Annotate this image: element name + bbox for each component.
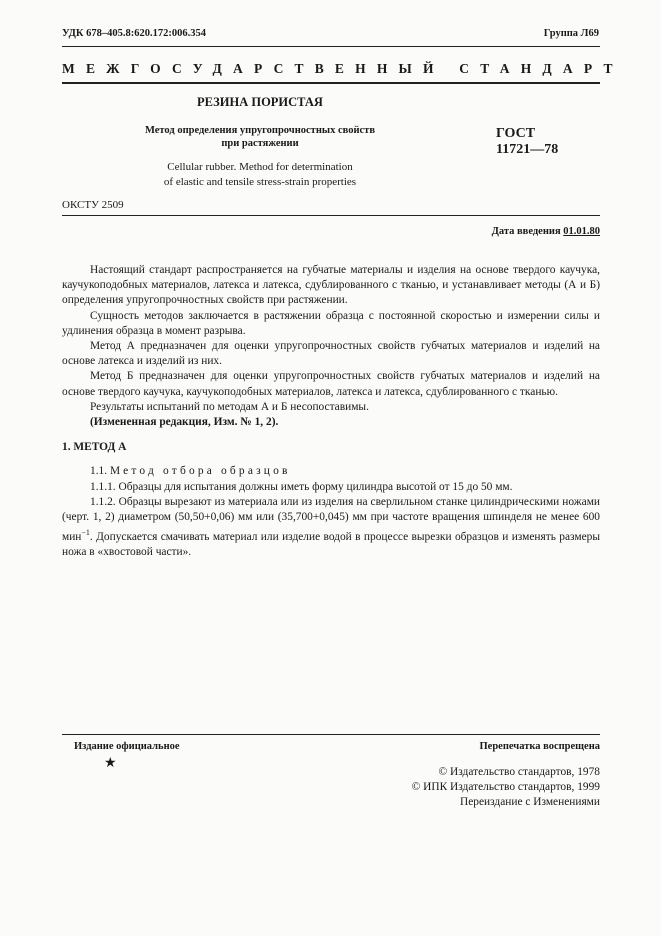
clause-1-1-2-text-cont: . Допускается смачивать материал или изделие водой в процессе вырезки образцов и изменять размеры ножа в «хвостовой части». bbox=[62, 531, 600, 559]
paragraph-essence: Сущность методов заключается в растяжении образца с постоянной скоростью и измерении силы и удлинения образца в момент разрыва. bbox=[62, 309, 600, 337]
section-heading-method-a: 1. МЕТОД А bbox=[62, 441, 127, 454]
paragraph-amendment: (Измененная редакция, Изм. № 1, 2). bbox=[90, 416, 279, 429]
reprint-prohibited: Перепечатка воспрещена bbox=[479, 741, 600, 752]
english-title-line-2: of elastic and tensile stress-strain properties bbox=[163, 176, 357, 188]
clause-1-1-2-superscript: −1 bbox=[81, 528, 90, 538]
standard-type-heading: МЕЖГОСУДАРСТВЕННЫЙ СТАНДАРТ bbox=[62, 61, 624, 76]
official-edition: Издание официальное bbox=[74, 741, 180, 752]
intro-date-value: 01.01.80 bbox=[563, 226, 600, 237]
introduction-date bbox=[492, 226, 600, 237]
footer-rule bbox=[62, 734, 600, 735]
document-subtitle bbox=[130, 124, 390, 150]
english-title-line-1: Cellular rubber. Method for determination bbox=[167, 161, 353, 173]
copyright-block bbox=[412, 765, 600, 811]
title-rule bbox=[62, 215, 600, 216]
english-title bbox=[130, 160, 390, 190]
udc-code: УДК 678–405.8:620.172:006.354 bbox=[62, 28, 206, 39]
subtitle-line-2: при растяжении bbox=[221, 138, 299, 149]
clause-1-1-2 bbox=[62, 495, 600, 561]
intro-date-label: Дата введения bbox=[491, 226, 561, 237]
paragraph-results: Результаты испытаний по методам А и Б несопоставимы. bbox=[90, 400, 369, 413]
copyright-1978: © Издательство стандартов, 1978 bbox=[438, 766, 600, 778]
main-text bbox=[62, 263, 600, 560]
group-code: Группа Л69 bbox=[543, 28, 599, 39]
subsection-title: Метод отбора образцов bbox=[109, 465, 291, 478]
clause-1-1-1: 1.1.1. Образцы для испытания должны иметь форму цилиндра высотой от 15 до 50 мм. bbox=[90, 480, 513, 493]
copyright-1999: © ИПК Издательство стандартов, 1999 bbox=[411, 781, 600, 794]
subtitle-line-1: Метод определения упругопрочностных свойств bbox=[144, 125, 375, 136]
reissue-note: Переиздание с Изменениями bbox=[460, 796, 600, 809]
paragraph-scope: Настоящий стандарт распространяется на губчатые материалы и изделия на основе твердого каучука, каучукоподобных материалов, латекса и латекса, сдублированного с тканью, и устанавливает методы (А и Б) определения упругопрочностных свойств при растяжении. bbox=[62, 264, 600, 307]
okstu-code: ОКСТУ 2509 bbox=[62, 199, 124, 211]
subsection-sampling bbox=[62, 464, 600, 479]
gost-number: 11721—78 bbox=[496, 142, 559, 157]
gost-designation bbox=[496, 126, 558, 158]
star-icon: ★ bbox=[104, 756, 117, 771]
paragraph-method-b: Метод Б предназначен для оценки упругопрочностных свойств губчатых материалов и изделий на основе твердого каучука, каучукоподобных материалов, латекса и латекса, сдублированного с тканью. bbox=[62, 370, 600, 398]
clause-1-1-2-text: 1.1.2. Образцы вырезают из материала или из изделия на сверлильном станке цилиндрическими ножами (черт. 1, 2) диаметром (50,50+0,06) мм или (35,700+0,045) мм при частоте вращения шпинделя не менее 600 мин bbox=[62, 495, 600, 544]
subsection-number: 1.1. bbox=[90, 465, 108, 478]
header-rule-bottom bbox=[62, 82, 600, 84]
gost-label: ГОСТ bbox=[496, 126, 536, 141]
header-rule-top bbox=[62, 46, 600, 47]
document-title: РЕЗИНА ПОРИСТАЯ bbox=[197, 95, 323, 109]
paragraph-method-a: Метод А предназначен для оценки упругопрочностных свойств губчатых материалов и изделий на основе латекса и изделий из них. bbox=[62, 340, 600, 368]
